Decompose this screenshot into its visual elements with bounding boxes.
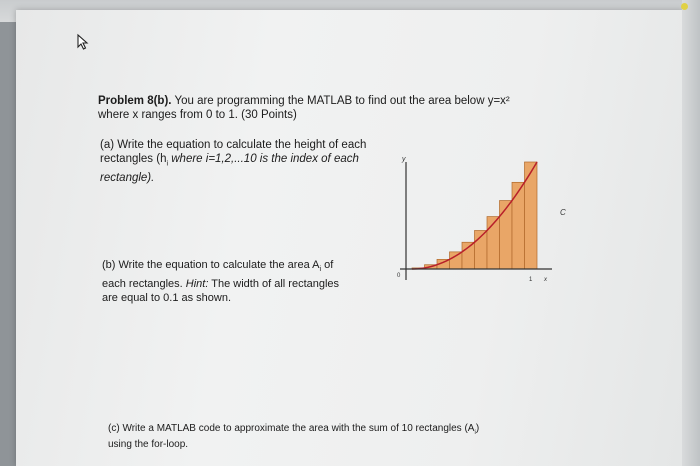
problem-heading: Problem 8(b).: [98, 95, 172, 107]
problem-statement: [98, 94, 568, 122]
bar-5: [462, 242, 475, 269]
part-a-line2-start: rectangles (h: [100, 153, 167, 165]
bar-4: [450, 252, 463, 269]
curve-label: C: [560, 208, 566, 217]
paper-sheet: [16, 10, 684, 466]
problem-line2: where x ranges from 0 to 1. (30 Points): [98, 109, 297, 121]
part-a-line1: (a) Write the equation to calculate the height of each: [100, 139, 367, 151]
part-b-line1: (b) Write the equation to calculate the area A: [102, 259, 320, 271]
part-a: (a) Write the equation to calculate the height of each rectangles ($h_i$ where i=1,2,...10 is the index of each rectangle).: [100, 138, 390, 185]
part-b: (b) Write the equation to calculate the area $A_i$ of each rectangles. Hint: The width of all rectangles are equal to 0.1 as shown.: [102, 258, 382, 305]
x-axis-label: x: [544, 277, 547, 283]
bar-8: [500, 201, 513, 269]
rectangle-area-chart: [392, 152, 566, 287]
background-right: [682, 0, 700, 466]
problem-line1: You are programming the MATLAB to find out the area below y=x²: [171, 95, 510, 107]
part-c-line1: (c) Write a MATLAB code to approximate the area with the sum of 10 rectangles (A: [108, 423, 475, 434]
part-b-line2-start: each rectangles.: [102, 278, 186, 291]
part-c: (c) Write a MATLAB code to approximate the area with the sum of 10 rectangles $(A_i)$ using the for-loop.: [108, 423, 588, 451]
bar-9: [512, 182, 525, 269]
part-a-line3: rectangle).: [100, 172, 155, 185]
y-axis-label: y: [402, 156, 406, 163]
part-c-line2: using the for-loop.: [108, 439, 189, 450]
cursor-icon: [76, 34, 92, 50]
part-b-line1-end: of: [321, 259, 334, 271]
yellow-mark: [681, 3, 688, 10]
part-b-line2-end: The width of all rectangles: [208, 278, 340, 291]
bars-group: [412, 162, 537, 269]
part-c-line1-end: ): [475, 423, 480, 434]
origin-label: 0: [397, 273, 401, 279]
part-a-line2-italic: where i=1,2,...10 is the index of each: [168, 153, 359, 165]
part-b-line3: are equal to 0.1 as shown.: [102, 292, 232, 305]
x-tick-label: 1: [529, 277, 533, 283]
hint-label: Hint:: [185, 278, 209, 291]
